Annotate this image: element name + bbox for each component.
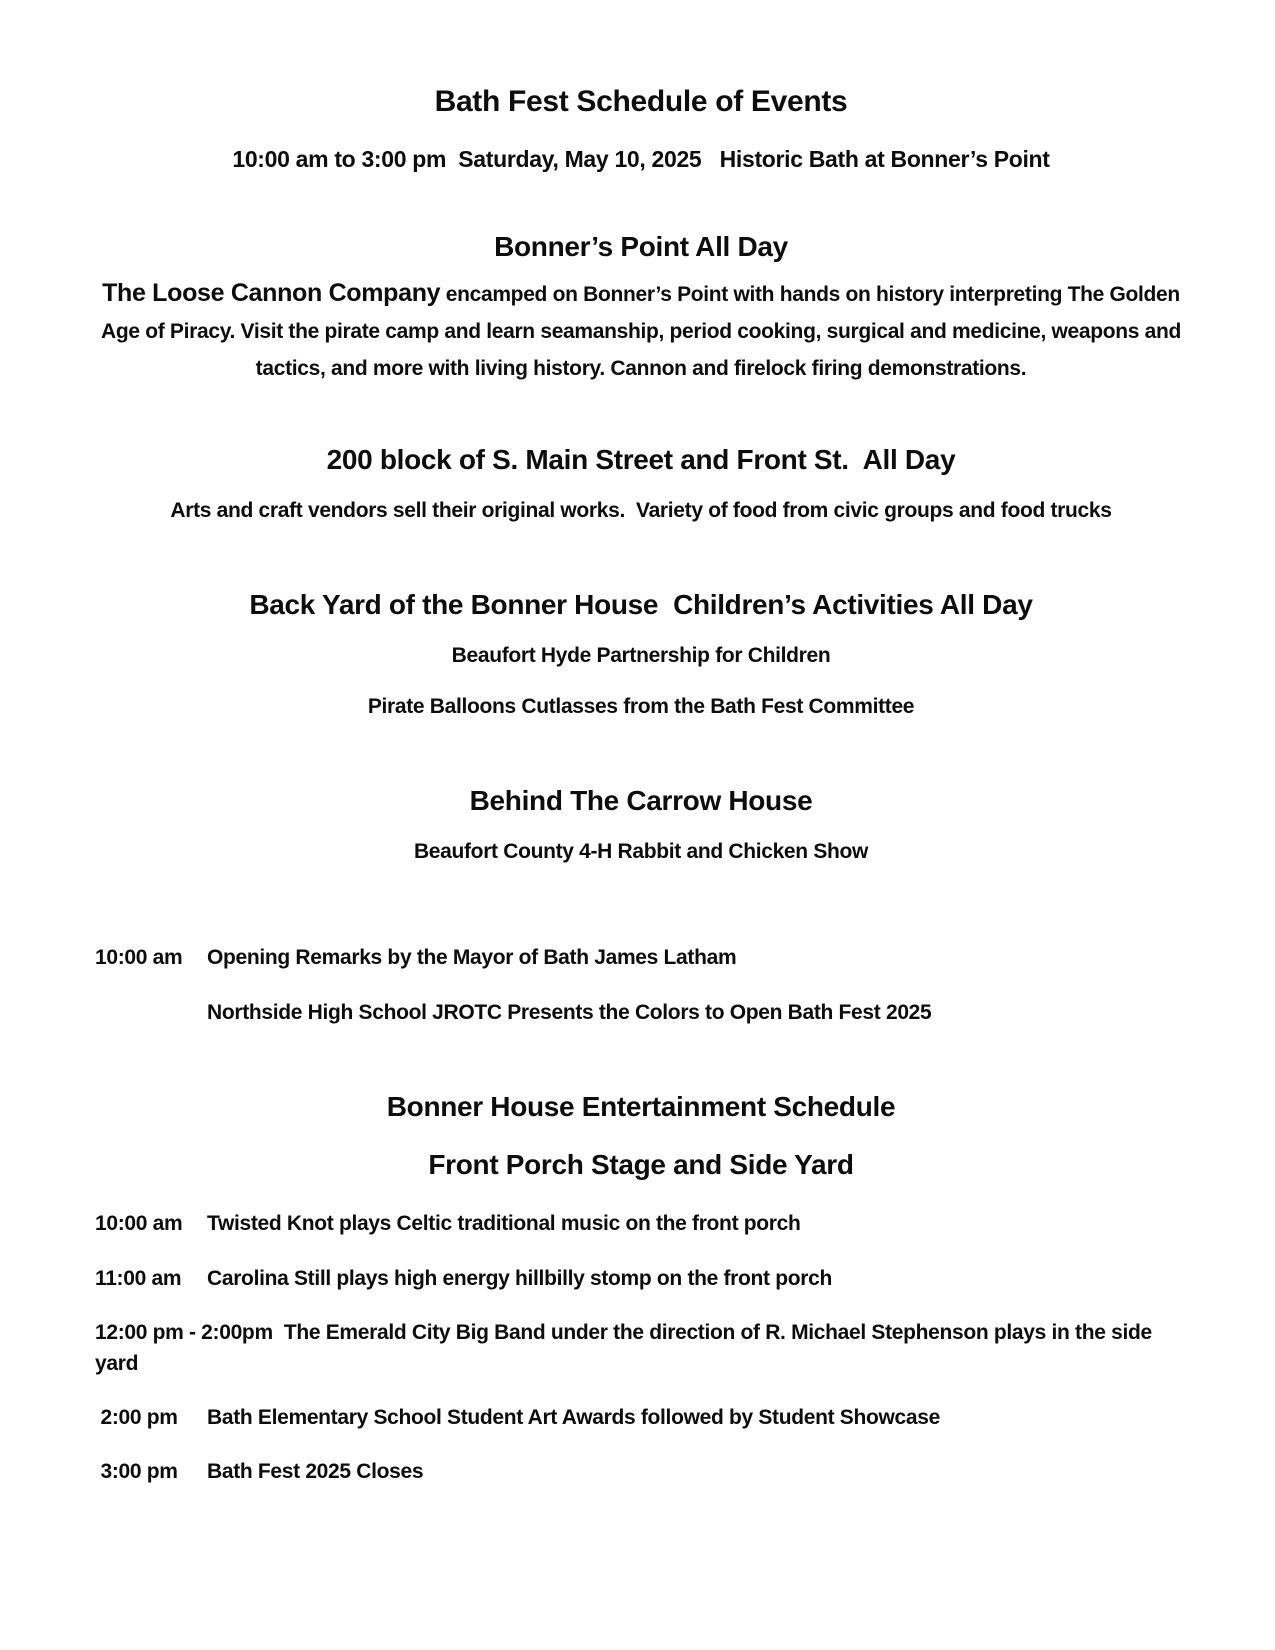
schedule-row bbox=[95, 1209, 1187, 1239]
section-heading-entertainment: Bonner House Entertainment Schedule bbox=[386, 1091, 896, 1123]
schedule-row bbox=[95, 998, 1187, 1028]
schedule-text: Bath Elementary School Student Art Awards followed by Student Showcase bbox=[207, 1405, 940, 1429]
opening-ceremony-schedule bbox=[95, 943, 1187, 1028]
loose-cannon-company-lead: The Loose Cannon Company bbox=[102, 279, 441, 308]
section-heading-bonners-point: Bonner’s Point All Day bbox=[494, 230, 788, 262]
page-title: Bath Fest Schedule of Events bbox=[434, 85, 848, 118]
schedule-text: Twisted Knot plays Celtic traditional music on the front porch bbox=[207, 1212, 801, 1236]
schedule-row bbox=[95, 1403, 1187, 1433]
carrow-house-line: Beaufort County 4-H Rabbit and Chicken Show bbox=[413, 839, 869, 863]
schedule-text: Carolina Still plays high energy hillbilly stomp on the front porch bbox=[207, 1266, 832, 1290]
schedule-row bbox=[95, 1457, 1187, 1487]
entertainment-schedule bbox=[95, 1090, 1187, 1488]
back-yard-line: Pirate Balloons Cutlasses from the Bath Fest Committee bbox=[367, 694, 915, 718]
schedule-time: 12:00 pm - 2:00pm bbox=[95, 1321, 273, 1345]
schedule-time: 2:00 pm bbox=[95, 1405, 178, 1429]
event-datetime-location: 10:00 am to 3:00 pm Saturday, May 10, 2025 Historic Bath at Bonner’s Point bbox=[232, 146, 1050, 172]
schedule-time: 11:00 am bbox=[95, 1266, 182, 1290]
section-heading-main-street: 200 block of S. Main Street and Front St. All Day bbox=[326, 444, 956, 476]
main-street-description: Arts and craft vendors sell their original works. Variety of food from civic groups and food trucks bbox=[170, 498, 1112, 522]
schedule-text: The Emerald City Big Band under the direction of R. Michael Stephenson plays in the side yard bbox=[95, 1321, 1158, 1375]
schedule-text: Opening Remarks by the Mayor of Bath James Latham bbox=[207, 946, 737, 970]
schedule-row bbox=[95, 1264, 1187, 1294]
section-heading-back-yard: Back Yard of the Bonner House Children’s Activities All Day bbox=[249, 589, 1033, 621]
schedule-time: 10:00 am bbox=[95, 946, 183, 970]
schedule-time: 10:00 am bbox=[95, 1212, 183, 1236]
bonners-point-description bbox=[95, 275, 1187, 387]
schedule-text: Northside High School JROTC Presents the Colors to Open Bath Fest 2025 bbox=[207, 1000, 932, 1024]
schedule-row bbox=[95, 1318, 1187, 1379]
back-yard-line: Beaufort Hyde Partnership for Children bbox=[451, 643, 831, 667]
schedule-time: 3:00 pm bbox=[95, 1460, 178, 1484]
schedule-text: Bath Fest 2025 Closes bbox=[207, 1460, 424, 1484]
bonners-point-description-text: encamped on Bonner’s Point with hands on history interpreting The Golden Age of Piracy. Visit the pirate camp and learn seamanship, period cooking, surgical and medicine, weapons and tactics, and more with living history. Cannon and firelock firing demonstrations. bbox=[101, 283, 1187, 381]
section-heading-front-porch: Front Porch Stage and Side Yard bbox=[428, 1148, 854, 1180]
section-heading-carrow-house: Behind The Carrow House bbox=[469, 785, 813, 817]
schedule-row bbox=[95, 943, 1187, 973]
